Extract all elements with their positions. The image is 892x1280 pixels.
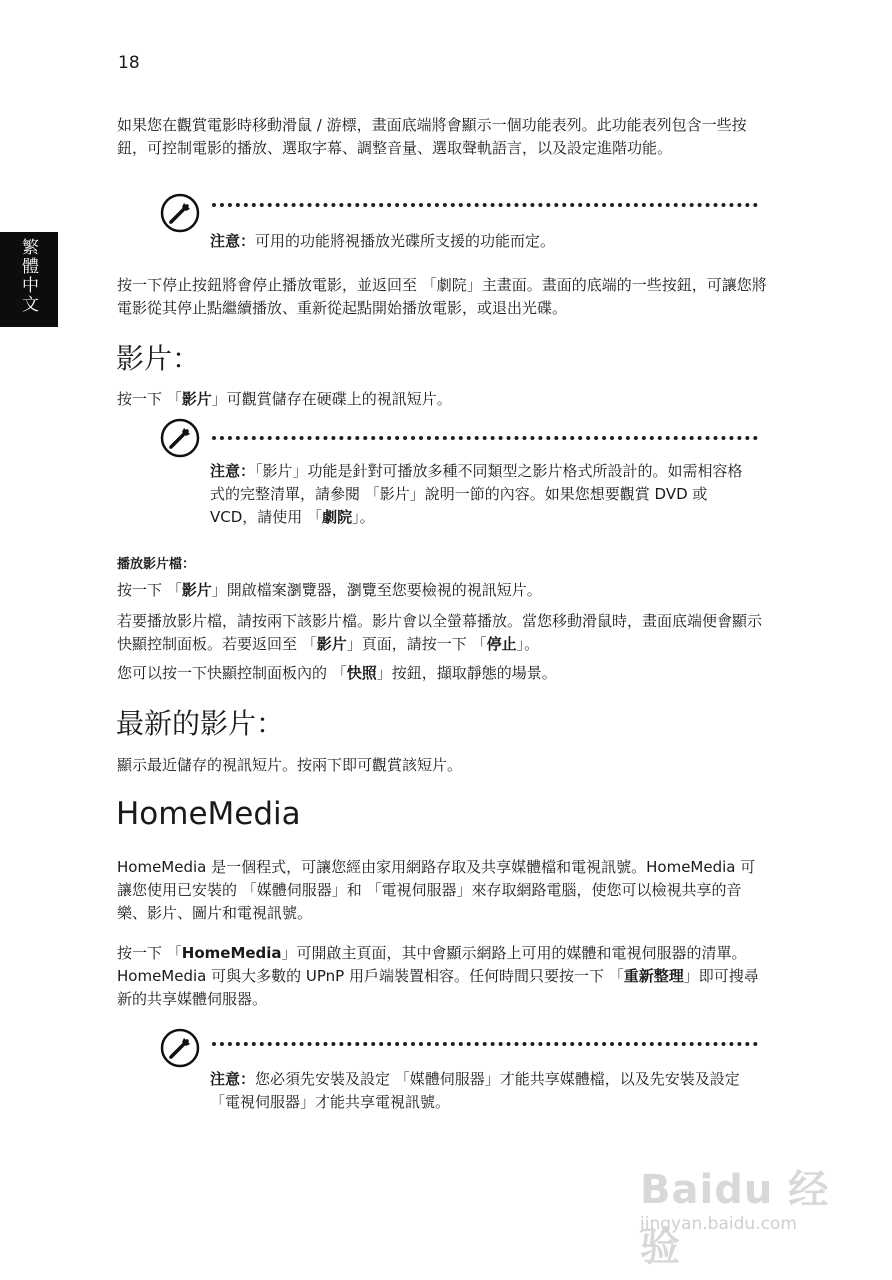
note-icon [160,1028,200,1068]
note-icon [160,418,200,458]
note-video-formats: 注意：「影片」功能是針對可播放多種不同類型之影片格式所設計的。如需相容格式的完整清單，請參閱 「影片」說明一節的內容。如果您想要觀賞 DVD 或 VCD，請使用 「劇院」。 [210,462,743,526]
note-divider [212,436,758,440]
note-label: 注意： [210,462,256,480]
homemedia-paragraph-2: 按一下 「HomeMedia」可開啟主頁面，其中會顯示網路上可用的媒體和電視伺服器的清單。HomeMedia 可與大多數的 UPnP 用戶端裝置相容。任何時間只要按一下 「重新整理」即可搜尋新的共享媒體伺服器。 [117,944,759,1008]
homemedia-bold: HomeMedia [181,944,282,962]
videos-heading: 影片： [116,342,201,375]
intro-paragraph: 如果您在觀賞電影時移動滑鼠 / 游標，畫面底端將會顯示一個功能表列。此功能表列包含一些按鈕，可控制電影的播放、選取字幕、調整音量、選取聲軌語言，以及設定進階功能。 [117,116,747,157]
play-videos-heading: 播放影片檔： [117,557,196,572]
play-paragraph-2: 若要播放影片檔，請按兩下該影片檔。影片會以全螢幕播放。當您移動滑鼠時，畫面底端便會顯示快顯控制面板。若要返回至 「影片」頁面，請按一下 「停止」。 [117,612,763,653]
watermark-logo: Baidu 经验 [640,1167,830,1270]
videos-paragraph: 按一下 「影片」可觀賞儲存在硬碟上的視訊短片。 [117,390,452,408]
play-bold: 快照 [346,664,377,682]
latest-paragraph: 顯示最近儲存的視訊短片。按兩下即可觀賞該短片。 [117,756,463,774]
play-bold: 影片 [316,635,347,653]
baidu-watermark [632,1146,842,1270]
play-paragraph-1: 按一下 「影片」開啟檔案瀏覽器，瀏覽至您要檢視的視訊短片。 [117,581,542,599]
note-icon [160,193,200,233]
note-label: 注意： [210,1070,256,1088]
note-label: 注意： [210,232,256,250]
homemedia-heading: HomeMedia [116,796,301,832]
note-text: 可用的功能將視播放光碟所支援的功能而定。 [255,232,556,250]
note-divider [212,203,758,207]
page-number: 18 [118,53,140,73]
note-homemedia-servers: 注意：您必須先安裝及設定 「媒體伺服器」才能共享媒體檔，以及先安裝及設定 「電視伺服器」才能共享電視訊號。 [210,1070,740,1111]
play-paragraph-3: 您可以按一下快顯控制面板內的 「快照」按鈕，擷取靜態的場景。 [117,664,557,682]
homemedia-paragraph-1: HomeMedia 是一個程式，可讓您經由家用網路存取及共享媒體檔和電視訊號。HomeMedia 可讓您使用已安裝的 「媒體伺服器」和 「電視伺服器」來存取網路電腦，使您可以檢視共享的音樂、影片、圖片和電視訊號。 [117,858,756,922]
play-bold: 影片 [181,581,212,599]
note-divider [212,1042,758,1046]
note-availability [210,230,755,253]
side-tab-label: 繁體中文 [18,238,38,314]
videos-bold: 影片 [181,390,212,408]
language-side-tab [0,232,58,327]
watermark-url: jingyan.baidu.com [640,1214,797,1234]
latest-videos-heading: 最新的影片： [116,707,285,740]
note-bold: 劇院 [322,508,353,526]
homemedia-bold: 重新整理 [623,967,684,985]
stop-paragraph: 按一下停止按鈕將會停止播放電影，並返回至 「劇院」主畫面。畫面的底端的一些按鈕，可讓您將電影從其停止點繼續播放、重新從起點開始播放電影，或退出光碟。 [117,276,767,317]
play-bold: 停止 [486,635,517,653]
